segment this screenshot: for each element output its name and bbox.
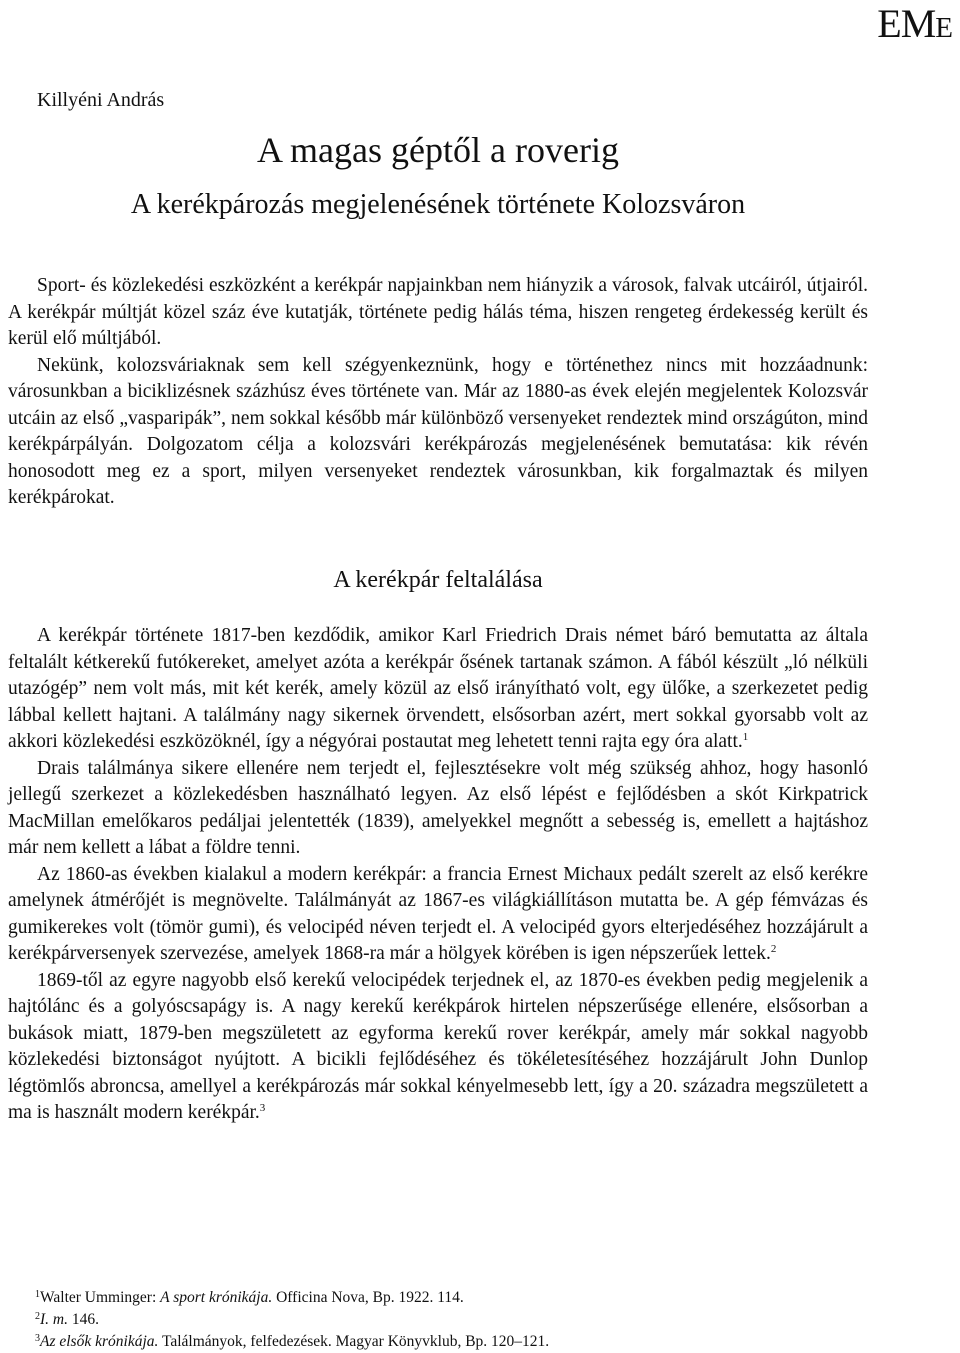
section-heading: A kerékpár feltalálása (333, 567, 543, 593)
body-paragraph-4-text: 1869-től az egyre nagyobb első kerekű velocipédek terjednek el, az 1870-es években pedig megjelenik a hajtólánc és a golyóscsapágy is. A nagy kerekű kerékpárok hirtelen népszerűsége ellenére, elsősorban a bukások miatt, 1879-ben megszületett az egyforma kerekű rover kerékpár, amely már sokkal nagyobb közlekedési biztonságot nyújtott. A bicikli fejlődéséhez és tökéletesítéséhez hozzájárult John Dunlop légtömlős abroncsa, amellyel a kerékpározás már sokkal kényelmesebb lett, így a 20. századra megszületett a ma is használt modern kerékpár. (8, 969, 868, 1123)
footnote-details: Officina Nova, Bp. 1922. 114. (272, 1289, 464, 1306)
footnote-work: A sport krónikája. (160, 1289, 273, 1306)
body-paragraph-1-text: A kerékpár története 1817-ben kezdődik, amikor Karl Friedrich Drais német báró bemutatta az általa feltalált kétkerekű futókereket, amelyet azóta a kerékpár ősének tartanak számon. A fából készült „ló nélküli utazógép” nem volt más, mit két kerék, amely közül az első irányítható volt, egy ülőke, a szerkezetet pedig lábbal kellett hajtani. A találmány nagy sikernek örvendett, elsősorban azért, mert sokkal gyorsabb volt az akkori közlekedési eszközöknél, így a négyórai postautat meg lehetett tenni rajta egy óra alatt. (8, 625, 868, 752)
body-paragraph-4 (8, 968, 868, 1127)
footnote-work: Az elsők krónikája. (40, 1333, 159, 1350)
logo-letter-m: M (900, 1, 936, 46)
body-paragraph-1 (8, 623, 868, 756)
footnote-2 (35, 1309, 915, 1331)
logo-letter-e: E (877, 1, 901, 46)
body-paragraph-2: Drais találmánya sikere ellenére nem terjedt el, fejlesztésekre volt még szükség ahhoz, hogy hasonló jellegű szerkezet a közlekedésben használható legyen. Az első lépést e fejlődésben a skót Kirkpatrick MacMillan emelőkaros pedáljai jelentették (1839), amelyekkel megnőtt a sebesség is, emellett a hajtáshoz már nem kellett a lábat a földre tenni. (8, 757, 868, 858)
footnote-details: Találmányok, felfedezések. Magyar Könyvklub, Bp. 120–121. (158, 1333, 550, 1350)
footnote-number: 1 (35, 1289, 40, 1300)
footnote-number: 3 (35, 1333, 40, 1344)
footnote-3 (35, 1331, 915, 1353)
author-name: Killyéni András (37, 89, 165, 111)
body-paragraph-3-text: Az 1860-as években kialakul a modern kerékpár: a francia Ernest Michaux pedált szerelt az első kerékre amelynek átmérőjét is megnövelte. Találmányát az 1867-es világkiállításon mutatta be. A gép fémvázas és gumikerekes volt (tömör gumi), és velocipéd néven terjedt el. A velocipéd gyors elterjedéséhez hozzájárult a kerékpárversenyek szervezése, amelyek 1868-ra már a hölgyek körében is igen népszerűek lettek. (8, 863, 868, 964)
body-paragraph-3 (8, 862, 868, 968)
intro-paragraph-2: Nekünk, kolozsváriaknak sem kell szégyenkeznünk, hogy e történethez nincs mit hozzáadnunk: városunkban a biciklizésnek százhúsz éves története van. Már az 1880-as évek elején megjelentek Kolozsvár utcáin az első „vasparipák”, nem sokkal később már különböző versenyeket rendeztek mind országúton, mind kerékpárpályán. Dolgozatom célja a kolozsvári kerékpározás megjelenésének bemutatása: kik révén honosodott meg ez a sport, milyen versenyeket rendeztek városunkban, kik forgalmaztak és milyen kerékpárokat. (8, 354, 868, 508)
logo-letter-e-small: E (935, 12, 952, 44)
intro-paragraph-1: Sport- és közlekedési eszközként a kerékpár napjainkban nem hiányzik a városok, falvak utcáiról, útjairól. A kerékpár múltját közel száz éve kutatják, története pedig hálás téma, hiszen rengeteg érdekesség került és kerül elő múltjából. (8, 275, 868, 349)
article-subtitle: A kerékpározás megjelenésének története Kolozsváron (130, 189, 746, 220)
section-body (8, 623, 868, 1127)
journal-logo (877, 2, 952, 50)
footnote-details: 146. (67, 1311, 99, 1328)
footnote-ref-3: 3 (259, 1102, 266, 1114)
intro-section (8, 273, 868, 512)
article-title: A magas géptől a roverig (257, 130, 619, 170)
footnote-1 (35, 1287, 915, 1309)
footnote-number: 2 (35, 1311, 40, 1322)
footnote-ref-2: 2 (770, 943, 777, 955)
footnote-work: I. m. (40, 1311, 68, 1328)
footnote-author: Walter Umminger: (40, 1289, 161, 1306)
footnote-ref-1: 1 (742, 731, 749, 743)
footnotes (35, 1287, 915, 1353)
